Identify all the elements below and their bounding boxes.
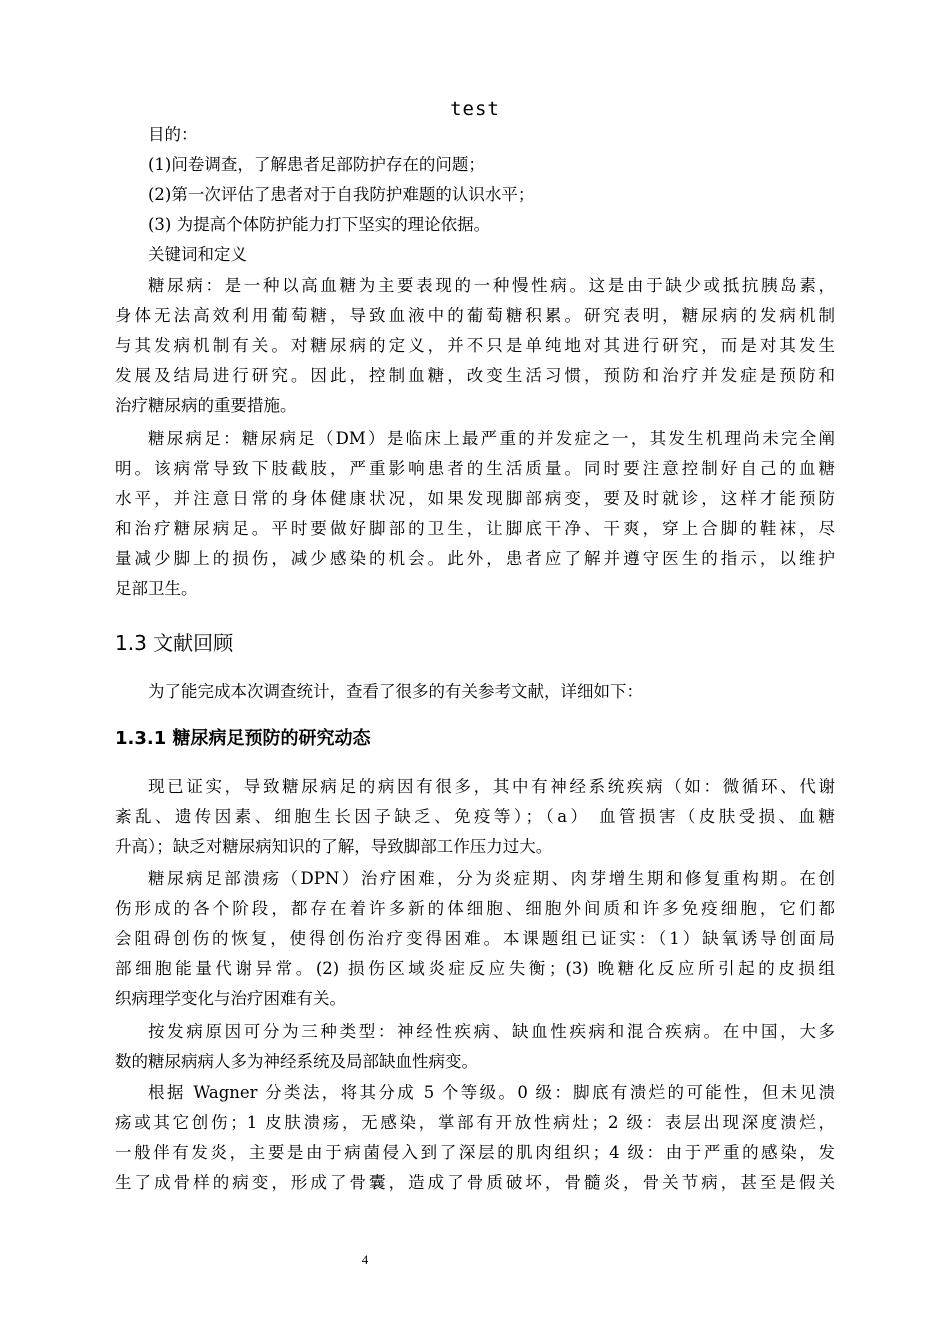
literature-intro xyxy=(115,677,835,707)
paragraph-line: 治疗糖尿病的重要措施。 xyxy=(115,396,297,415)
keywords-title: 关键词和定义 xyxy=(148,245,247,264)
paragraph-line: 紊乱、遗传因素、细胞生长因子缺乏、免疫等）；（a） 血管损害（皮肤受损、血糖 xyxy=(115,807,835,826)
paragraph-line: 身体无法高效利用葡萄糖，导致血液中的葡萄糖积累。研究表明，糖尿病的发病机制 xyxy=(115,306,835,325)
paragraph-line: 糖尿病：是一种以高血糖为主要表现的一种慢性病。这是由于缺少或抵抗胰岛素， xyxy=(148,276,835,295)
paragraph-line: 水平，并注意日常的身体健康状况，如果发现脚部病变，要及时就诊，这样才能预防 xyxy=(115,489,835,508)
paragraph-line: 根据 Wagner 分类法，将其分成 5 个等级。0 级：脚底有溃烂的可能性，但未见溃 xyxy=(148,1083,835,1102)
paragraph-line: 糖尿病足部溃疡（DPN）治疗困难，分为炎症期、肉芽增生期和修复重构期。在创 xyxy=(148,869,835,888)
paragraph-line: 伤形成的各个阶段，都存在着许多新的体细胞、细胞外间质和许多免疫细胞，它们都 xyxy=(115,899,835,918)
paragraph-line: 和治疗糖尿病足。平时要做好脚部的卫生，让脚底干净、干爽，穿上合脚的鞋袜，尽 xyxy=(115,519,835,538)
purpose-item: (3) 为提高个体防护能力打下坚实的理论依据。 xyxy=(148,215,491,234)
paragraph-line: 发展及结局进行研究。因此，控制血糖，改变生活习惯，预防和治疗并发症是预防和 xyxy=(115,366,835,385)
subsection-heading: 1.3.1 糖尿病足预防的研究动态 xyxy=(115,728,371,749)
paragraph-line: 足部卫生。 xyxy=(115,579,198,598)
paragraph-line: 数的糖尿病病人多为神经系统及局部缺血性病变。 xyxy=(115,1052,478,1071)
paragraph-line: 糖尿病足：糖尿病足（DM）是临床上最严重的并发症之一，其发生机理尚未完全阐 xyxy=(148,429,835,448)
paragraph-line: 明。该病常导致下肢截肢，严重影响患者的生活质量。同时要注意控制好自己的血糖 xyxy=(115,459,835,478)
paragraph-line: 按发病原因可分为三种类型：神经性疾病、缺血性疾病和混合疾病。在中国，大多 xyxy=(148,1022,835,1041)
paragraph-line: 量减少脚上的损伤，减少感染的机会。此外，患者应了解并遵守医生的指示，以维护 xyxy=(115,549,835,568)
paragraph-line: 升高）；缺乏对糖尿病知识的了解，导致脚部工作压力过大。 xyxy=(115,837,553,856)
diabetic-foot-paragraph xyxy=(115,424,835,604)
purpose-block xyxy=(115,120,835,270)
paragraph-line: 织病理学变化与治疗困难有关。 xyxy=(115,989,346,1008)
purpose-item: (2)第一次评估了患者对于自我防护难题的认识水平； xyxy=(148,185,535,204)
paragraph-line: 部细胞能量代谢异常。(2) 损伤区域炎症反应失衡；(3) 晚糖化反应所引起的皮损组 xyxy=(115,959,835,978)
research-paragraph-1 xyxy=(115,772,835,862)
page-header: test xyxy=(450,98,500,120)
research-paragraph-4 xyxy=(115,1078,835,1198)
paragraph-line: 现已证实，导致糖尿病足的病因有很多，其中有神经系统疾病（如：微循环、代谢 xyxy=(148,777,835,796)
diabetes-paragraph xyxy=(115,271,835,421)
paragraph-line: 疡或其它创伤；1 皮肤溃疡，无感染，掌部有开放性病灶；2 级：表层出现深度溃烂， xyxy=(115,1113,835,1132)
paragraph-line: 生了成骨样的病变，形成了骨囊，造成了骨质破坏，骨髓炎，骨关节病，甚至是假关 xyxy=(115,1173,835,1192)
purpose-item: (1)问卷调查，了解患者足部防护存在的问题； xyxy=(148,155,485,174)
research-paragraph-2 xyxy=(115,864,835,1014)
purpose-title: 目的： xyxy=(148,125,198,144)
paragraph-line: 一般伴有发炎，主要是由于病菌侵入到了深层的肌肉组织；4 级：由于严重的感染，发 xyxy=(115,1143,835,1162)
paragraph-line: 会阻碍创伤的恢复，使得创伤治疗变得困难。本课题组已证实：（1）缺氧诱导创面局 xyxy=(115,929,835,948)
page-number: 4 xyxy=(361,1252,369,1267)
paragraph-line: 为了能完成本次调查统计，查看了很多的有关参考文献，详细如下： xyxy=(148,682,643,701)
section-heading: 1.3 文献回顾 xyxy=(115,631,234,655)
paragraph-line: 与其发病机制有关。对糖尿病的定义，并不只是单纯地对其进行研究，而是对其发生 xyxy=(115,336,835,355)
research-paragraph-3 xyxy=(115,1017,835,1077)
